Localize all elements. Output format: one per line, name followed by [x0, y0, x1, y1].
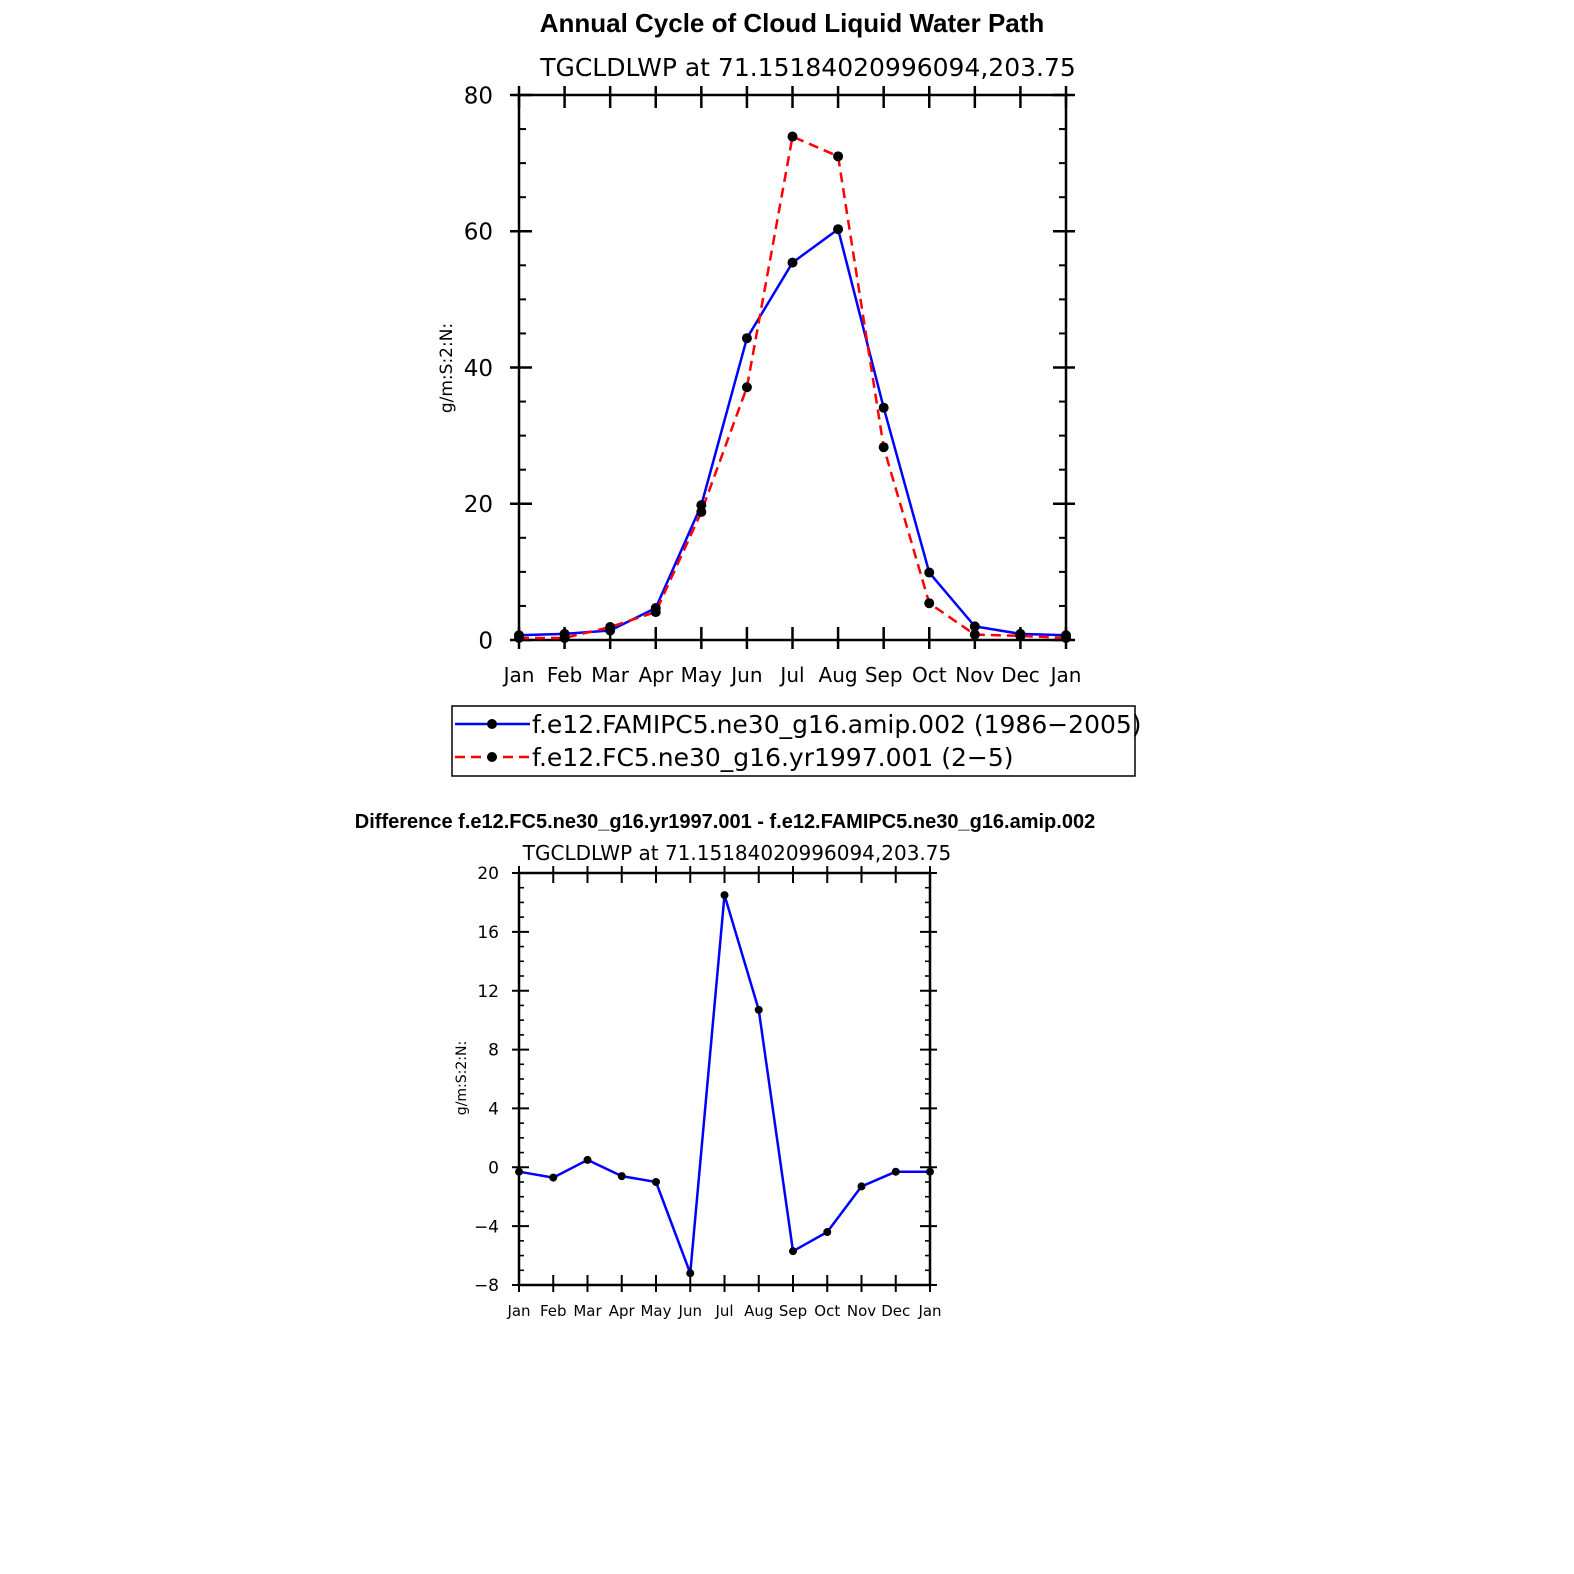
chart2-y-tick-label: 4: [488, 1099, 499, 1120]
chart1-series-1-point: [742, 333, 752, 343]
chart2-x-tick-label: May: [640, 1302, 672, 1320]
legend-label-series-1: f.e12.FAMIPC5.ne30_g16.amip.002 (1986−2005): [532, 710, 1142, 739]
legend-marker-series-2: [487, 752, 497, 762]
chart1-series-2-point: [696, 507, 706, 517]
chart2-series-1-point: [823, 1228, 831, 1236]
chart2-x-tick-label: Nov: [846, 1302, 877, 1320]
chart1-series-1-point: [879, 403, 889, 413]
legend-label-series-2: f.e12.FC5.ne30_g16.yr1997.001 (2−5): [532, 743, 1014, 772]
chart2-series-1-point: [721, 891, 729, 899]
chart1-subtitle: TGCLDLWP at 71.15184020996094,203.75: [540, 53, 1076, 82]
chart2-x-tick-label: Dec: [881, 1302, 911, 1320]
chart2-x-tick-label: Jan: [507, 1302, 531, 1320]
chart2-y-tick-label: 20: [477, 864, 499, 885]
chart1-x-tick-label: Jul: [780, 663, 805, 687]
chart2-x-tick-label: Apr: [608, 1302, 635, 1320]
chart1-x-tick-label: Oct: [911, 663, 947, 687]
chart1-plot-frame: [519, 95, 1066, 640]
chart1-x-tick-label: Dec: [1001, 663, 1040, 687]
chart2-series-1-point: [686, 1269, 694, 1277]
chart1-x-tick-label: Jun: [731, 663, 763, 687]
chart2-title: Difference f.e12.FC5.ne30_g16.yr1997.001 - f.e12.FAMIPC5.ne30_g16.amip.002: [354, 811, 1096, 833]
chart2-x-tick-label: Jan: [918, 1302, 942, 1320]
chart1-x-tick-label: Sep: [864, 663, 903, 687]
chart1-series-1-point: [788, 258, 798, 268]
chart2-series-1-point: [549, 1174, 557, 1182]
chart2-x-tick-label: Jul: [715, 1302, 734, 1320]
chart1-y-tick-label: 80: [463, 83, 493, 110]
chart1-plot: [464, 83, 1082, 687]
chart1-x-tick-label: Jan: [1050, 663, 1082, 687]
chart1-series-2-point: [879, 442, 889, 452]
chart2-series-1-point: [618, 1172, 626, 1180]
chart1-y-axis-label: g/m:S:2:N:: [437, 322, 457, 414]
chart1-x-tick-label: May: [680, 663, 723, 687]
chart2-plot: [474, 864, 942, 1320]
chart2-subtitle: TGCLDLWP at 71.15184020996094,203.75: [522, 841, 952, 865]
chart2-series-line-1: [519, 895, 930, 1273]
chart1-series-2-point: [514, 633, 524, 643]
chart2-x-tick-label: Oct: [814, 1302, 841, 1320]
chart2-x-tick-label: Jun: [678, 1302, 702, 1320]
chart2-x-tick-label: Mar: [573, 1302, 602, 1320]
chart2-y-tick-label: 16: [477, 922, 499, 943]
chart1-series-2-point: [742, 382, 752, 392]
chart2-series-1-point: [652, 1178, 660, 1186]
chart1-series-1-point: [833, 224, 843, 234]
chart2-series-1-point: [755, 1006, 763, 1014]
chart1-title: Annual Cycle of Cloud Liquid Water Path: [539, 8, 1045, 38]
chart1-x-tick-label: Jan: [503, 663, 535, 687]
chart2-series-1-point: [926, 1168, 934, 1176]
chart1-series-line-2: [519, 137, 1066, 638]
chart2-series-1-point: [892, 1168, 900, 1176]
chart2-x-tick-label: Feb: [539, 1302, 567, 1320]
chart1-x-tick-label: Nov: [955, 663, 995, 687]
chart1-series-2-point: [833, 151, 843, 161]
legend-marker-series-1: [487, 719, 497, 729]
chart1-x-tick-label: Feb: [546, 663, 583, 687]
chart1-y-tick-label: 20: [463, 492, 493, 519]
chart1-y-tick-label: 40: [463, 355, 493, 382]
chart1-x-tick-label: Aug: [818, 663, 858, 687]
chart2-x-tick-label: Aug: [744, 1302, 774, 1320]
chart1-series-2-point: [605, 622, 615, 632]
chart2-series-1-point: [515, 1168, 523, 1176]
chart1-legend: [452, 706, 1142, 776]
chart2-series-1-point: [858, 1182, 866, 1190]
chart2-series-1-point: [584, 1156, 592, 1164]
chart2-y-tick-label: 8: [488, 1040, 499, 1061]
chart1-x-tick-label: Mar: [591, 663, 630, 687]
chart1-y-tick-label: 60: [463, 219, 493, 246]
chart2-x-tick-label: Sep: [778, 1302, 808, 1320]
chart2-y-axis-label: g/m:S:2:N:: [454, 1040, 470, 1116]
chart2-y-tick-label: −8: [473, 1276, 499, 1297]
chart1-series-line-1: [519, 229, 1066, 635]
chart1-x-tick-label: Apr: [638, 663, 674, 687]
chart1-series-2-point: [651, 607, 661, 617]
chart2-series-1-point: [789, 1247, 797, 1255]
chart1-series-2-point: [1015, 631, 1025, 641]
chart1-series-1-point: [924, 568, 934, 578]
chart2-y-tick-label: 0: [488, 1158, 499, 1179]
chart2-y-tick-label: −4: [473, 1217, 499, 1238]
chart1-series-2-point: [924, 598, 934, 608]
chart1-series-2-point: [560, 633, 570, 643]
chart2-y-tick-label: 12: [477, 981, 499, 1002]
chart1-series-2-point: [1061, 633, 1071, 643]
chart1-series-2-point: [970, 630, 980, 640]
chart1-y-tick-label: 0: [478, 628, 493, 655]
chart1-series-2-point: [788, 132, 798, 142]
chart2-plot-frame: [519, 873, 930, 1285]
